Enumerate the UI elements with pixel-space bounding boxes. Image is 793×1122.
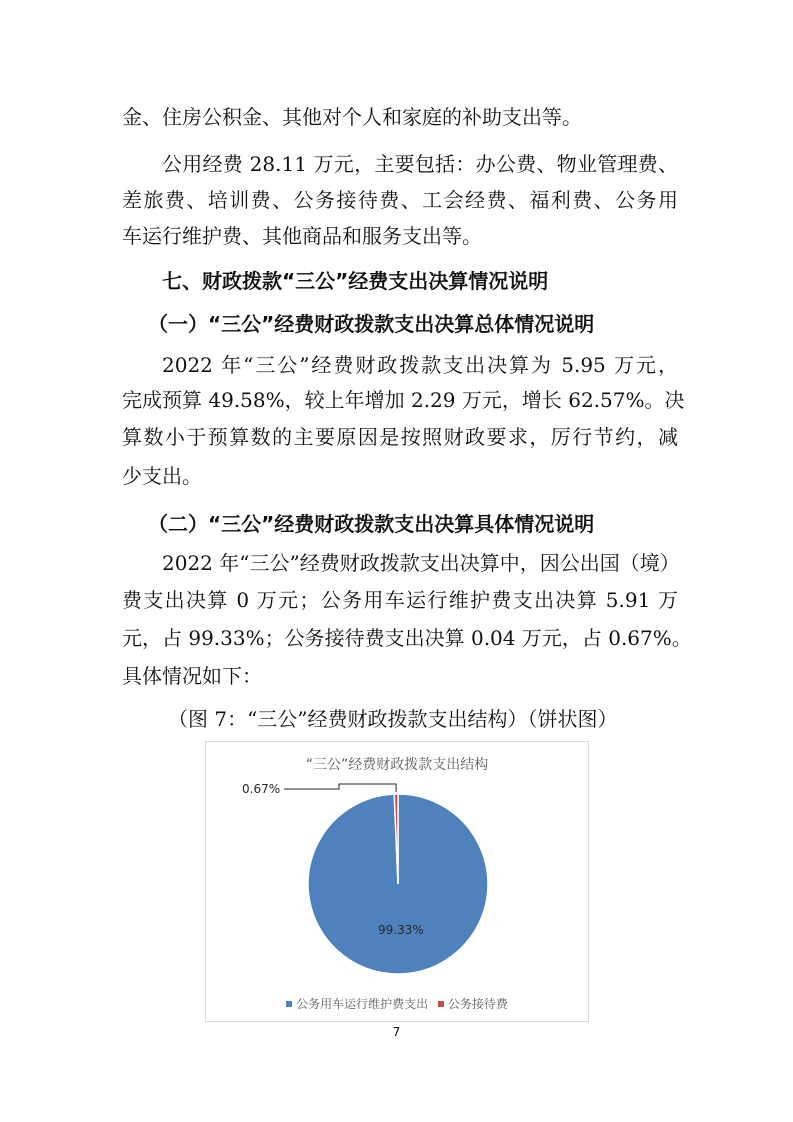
paragraph-line: 算数小于预算数的主要原因是按照财政要求，厉行节约，减 — [122, 425, 678, 449]
chart-legend — [206, 995, 588, 1012]
subsection-heading: （二）“三公”经费财政拨款支出决算具体情况说明 — [148, 512, 595, 536]
legend-label: 公务用车运行维护费支出 — [296, 997, 429, 1011]
legend-item — [438, 995, 508, 1012]
data-label-slice-0: 99.33% — [378, 923, 424, 937]
legend-swatch — [438, 1001, 444, 1007]
section-heading: 七、财政拨款“三公”经费支出决算情况说明 — [162, 269, 549, 293]
paragraph-line: 车运行维护费、其他商品和服务支出等。 — [122, 224, 482, 248]
pie-chart — [205, 741, 589, 1022]
figure-caption: （图 7：“三公”经费财政拨款支出结构）（饼状图） — [168, 707, 618, 731]
leader-line — [284, 784, 396, 792]
page-number: 7 — [392, 1025, 401, 1039]
paragraph-line: 少支出。 — [122, 464, 202, 488]
paragraph-line: 差旅费、培训费、公务接待费、工会经费、福利费、公务用 — [122, 188, 678, 212]
chart-title: “三公”经费财政拨款支出结构 — [305, 757, 489, 773]
subsection-heading: （一）“三公”经费财政拨款支出决算总体情况说明 — [148, 312, 595, 336]
paragraph-line: 具体情况如下： — [122, 664, 262, 688]
legend-label: 公务接待费 — [447, 997, 508, 1011]
paragraph-line: 公用经费 28.11 万元，主要包括：办公费、物业管理费、 — [162, 152, 678, 176]
legend-swatch — [286, 1001, 292, 1007]
data-label-slice-1: 0.67% — [242, 782, 281, 796]
paragraph-line: 2022 年“三公”经费财政拨款支出决算中，因公出国（境） — [162, 551, 680, 575]
paragraph-line: 金、住房公积金、其他对个人和家庭的补助支出等。 — [122, 105, 582, 129]
paragraph-line: 元，占 99.33%；公务接待费支出决算 0.04 万元，占 0.67%。 — [122, 626, 692, 650]
paragraph-line: 2022 年“三公”经费财政拨款支出决算为 5.95 万元， — [162, 353, 678, 377]
paragraph-line: 完成预算 49.58%，较上年增加 2.29 万元，增长 62.57%。决 — [122, 388, 685, 412]
legend-item — [286, 995, 428, 1012]
paragraph-line: 费支出决算 0 万元；公务用车运行维护费支出决算 5.91 万 — [122, 588, 678, 612]
